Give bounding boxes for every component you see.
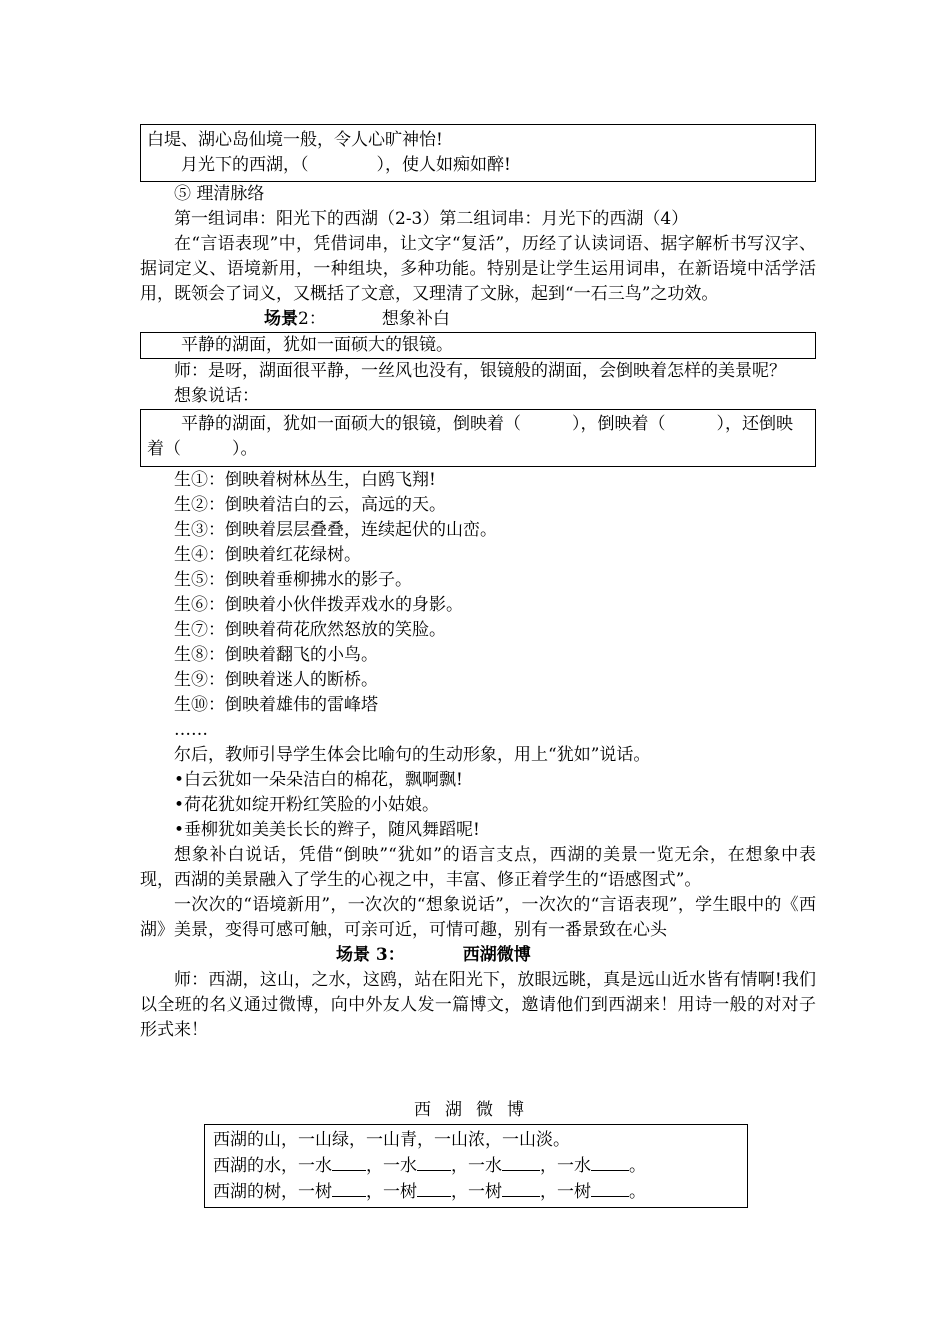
ellipsis: …… (174, 720, 208, 740)
step-heading: ⑤ 理清脉络 (174, 184, 265, 204)
paragraph-3: 一次次的“语境新用”，一次次的“想象说话”，一次次的“言语表现”，学生眼中的《西湖》美景，变得可感可触，可亲可近，可情可趣，别有一番景致在心头 (140, 895, 816, 940)
weibo-row-tree: 西湖的树，一树 ，一树 ，一树 ，一树 。 (213, 1182, 646, 1202)
paragraph-2: 想象补白说话，凭借“倒映”“犹如”的语言支点，西湖的美景一览无余，在想象中表现，西湖的美景融入了学生的心视之中，丰富、修正着学生的“语感图式”。 (140, 845, 816, 890)
bullet-item: •白云犹如一朵朵洁白的棉花，飘啊飘! (174, 770, 463, 790)
imagine-label: 想象说话： (174, 386, 259, 406)
scene-3-title: 西湖微博 (462, 945, 531, 965)
weibo-box (204, 1124, 748, 1208)
weibo-row-water: 西湖的水，一水 ，一水 ，一水 ，一水 。 (213, 1156, 646, 1176)
weibo-row-mountain: 西湖的山，一山绿，一山青，一山浓，一山淡。 (213, 1130, 570, 1150)
quote-line-2: 月光下的西湖，（ ），使人如痴如醉! (181, 155, 511, 175)
scene-3-label: 场景 3： (336, 945, 405, 965)
student-answer: 生⑥：倒映着小伙伴拨弄戏水的身影。 (174, 595, 463, 615)
teacher-line-1: 师：是呀，湖面很平静，一丝风也没有，银镜般的湖面，会倒映着怎样的美景呢？ (174, 361, 786, 381)
student-answers (140, 468, 816, 718)
quote-box-2: 平静的湖面，犹如一面硕大的银镜。 (140, 332, 816, 359)
student-answer: 生②：倒映着洁白的云，高远的天。 (174, 495, 446, 515)
after-text: 尔后，教师引导学生体会比喻句的生动形象，用上“犹如”说话。 (174, 745, 651, 765)
student-answer: 生⑩：倒映着雄伟的雷峰塔 (174, 695, 378, 715)
student-answer: 生⑨：倒映着迷人的断桥。 (174, 670, 378, 690)
bullet-item: •荷花犹如绽开粉红笑脸的小姑娘。 (174, 795, 440, 815)
student-answer: 生⑤：倒映着垂柳拂水的影子。 (174, 570, 412, 590)
student-answer: 生⑧：倒映着翻飞的小鸟。 (174, 645, 378, 665)
student-answer: 生④：倒映着红花绿树。 (174, 545, 361, 565)
word-groups: 第一组词串：阳光下的西湖（2-3）第二组词串：月光下的西湖（4） (174, 209, 689, 229)
student-answer: 生①：倒映着树林丛生，白鸥飞翔! (174, 470, 436, 490)
scene-2-heading (140, 307, 816, 332)
student-answer: 生③：倒映着层层叠叠，连续起伏的山峦。 (174, 520, 497, 540)
scene-3-heading (140, 943, 816, 968)
quote-line-1: 白堤、湖心岛仙境一般，令人心旷神怡! (147, 130, 443, 150)
quote-box-3: 平静的湖面，犹如一面硕大的银镜，倒映着（ ），倒映着（ ），还倒映着（ ）。 (140, 409, 816, 467)
scene-2-number: 2： (298, 309, 326, 329)
weibo-title: 西湖微博 (414, 1100, 538, 1120)
quote-box-1 (140, 124, 816, 182)
paragraph-1: 在“言语表现”中，凭借词串，让文字“复活”，历经了认读词语、据字解析书写汉字、据词定义、语境新用，一种组块，多种功能。特别是让学生运用词串，在新语境中活学活用，既领会了词义，又概括了文意，又理清了文脉，起到“一石三鸟”之功效。 (140, 234, 816, 304)
bullet-item: •垂柳犹如美美长长的辫子，随风舞蹈呢! (174, 820, 480, 840)
document-page (140, 124, 816, 1043)
scene-2-title: 想象补白 (381, 309, 450, 329)
scene-2-label: 场景 (264, 309, 298, 329)
teacher-line-2: 师：西湖，这山，之水，这鸥，站在阳光下，放眼远眺，真是远山近水皆有情啊!我们以全班的名义通过微博，向中外友人发一篇博文，邀请他们到西湖来！用诗一般的对对子形式来！ (140, 970, 816, 1040)
student-answer: 生⑦：倒映着荷花欣然怒放的笑脸。 (174, 620, 446, 640)
